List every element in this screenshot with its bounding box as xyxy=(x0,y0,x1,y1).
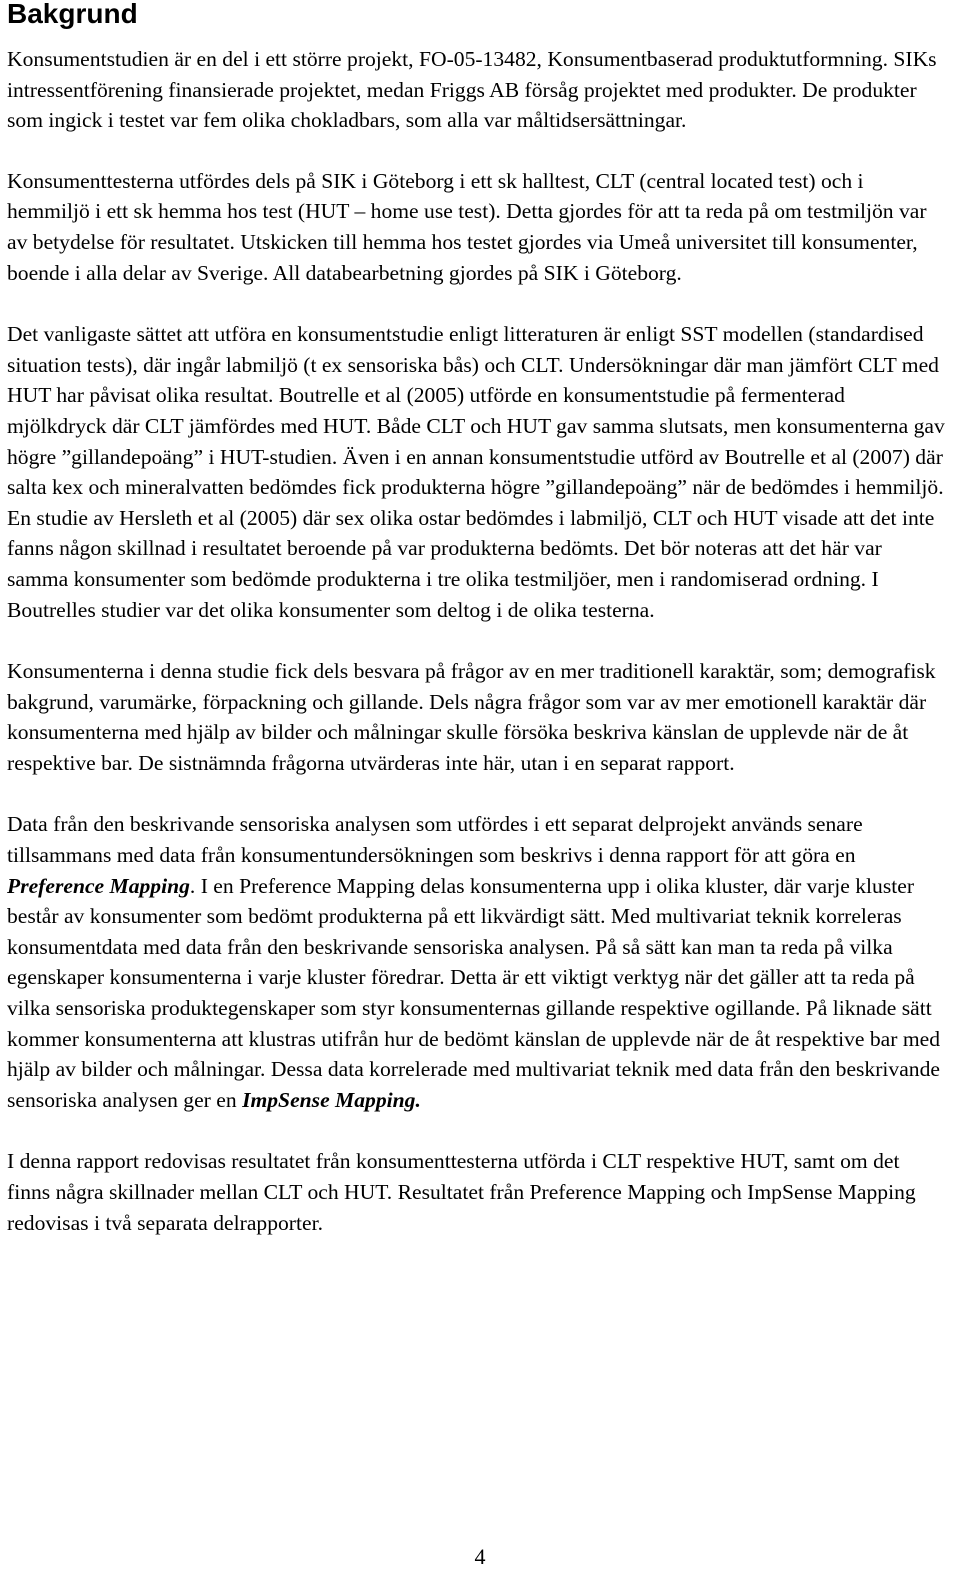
paragraph-question-types: Konsumenterna i denna studie fick dels besvara på frågor av en mer traditionell karaktär, som; demografisk bakgrund, varumärke, förpackning och gillande. Dels några frågor som var av mer emotionell karaktär där konsumenterna med hjälp av bilder och målningar skulle försöka beskriva känslan de upplevde när de åt respektive bar. De sistnämnda frågorna utvärderas inte här, utan i en separat rapport. xyxy=(7,659,936,775)
paragraph-report-scope: I denna rapport redovisas resultatet från konsumenttesterna utförda i CLT respektive HUT, samt om det finns några skillnader mellan CLT och HUT. Resultatet från Preference Mapping och ImpSense Mapping redovisas i två separata delrapporter. xyxy=(7,1149,916,1235)
paragraph-literature-review: Det vanligaste sättet att utföra en konsumentstudie enligt litteraturen är enligt SST modellen (standardised situation tests), där ingår labmiljö (t ex sensoriska bås) och CLT. Undersökningar där man jämfört CLT med HUT har påvisat olika resultat. Boutrelle et al (2005) utförde en konsumentstudie på fermenterad mjölkdryck där CLT jämfördes med HUT. Både CLT och HUT gav samma slutsats, men konsumenterna gav högre ”gillandepoäng” i HUT-studien. Även i en annan konsumentstudie utförd av Boutrelle et al (2007) där salta kex och mineralvatten bedömdes fick produkterna högre ”gillandepoäng” när de bedömdes i hemmiljö. En studie av Hersleth et al (2005) där sex olika ostar bedömdes i labmiljö, CLT och HUT visade att det inte fanns någon skillnad i resultatet beroende på var produkterna bedömts. Det bör noteras att det här var samma konsumenter som bedömde produkterna i tre olika testmiljöer, men i randomiserad ordning. I Boutrelles studier var det olika konsumenter som deltog i de olika testerna. xyxy=(7,322,945,622)
emphasis-impsense-mapping: ImpSense Mapping. xyxy=(242,1087,421,1112)
paragraph-test-locations: Konsumenttesterna utfördes dels på SIK i Göteborg i ett sk halltest, CLT (central located test) och i hemmiljö i ett sk hemma hos test (HUT – home use test). Detta gjordes för att ta reda på om testmiljön var av betydelse för resultatet. Utskicken till hemma hos testet gjordes via Umeå universitet till konsumenter, boende i alla delar av Sverige. All databearbetning gjordes på SIK i Göteborg. xyxy=(7,168,927,285)
section-heading: Bakgrund xyxy=(7,0,138,29)
paragraph-preference-mapping xyxy=(7,809,948,1115)
emphasis-preference-mapping: Preference Mapping xyxy=(7,873,190,898)
paragraph-project-intro: Konsumentstudien är en del i ett större projekt, FO-05-13482, Konsumentbaserad produktutformning. SIKs intressentförening finansierade projektet, medan Friggs AB försåg projektet med produkter. De produkter som ingick i testet var fem olika chokladbars, som alla var måltidsersättningar. xyxy=(7,47,937,133)
page-number: 4 xyxy=(474,1544,486,1569)
paragraph-text: Data från den beskrivande sensoriska analysen som utfördes i ett separat delprojekt används senare tillsammans med data från konsumentundersökningen som beskrivs i denna rapport för att göra en xyxy=(7,812,863,868)
paragraph-text: . I en Preference Mapping delas konsumenterna upp i olika kluster, där varje kluster består av konsumenter som bedömt produkterna på ett likvärdigt sätt. Med multivariat teknik korreleras konsumentdata med data från den beskrivande sensoriska analysen. På så sätt kan man ta reda på vilka egenskaper konsumenterna i varje kluster föredrar. Detta är ett viktigt verktyg när det gäller att ta reda på vilka sensoriska produktegenskaper som styr konsumenternas gillande respektive ogillande. På liknade sätt kommer konsumenterna att klustras utifrån hur de bedömt känslan de upplevde när de åt respektive bar med hjälp av bilder och målningar. Dessa data korrelerade med multivariat teknik med data från den beskrivande sensoriska analysen ger en xyxy=(7,873,941,1112)
